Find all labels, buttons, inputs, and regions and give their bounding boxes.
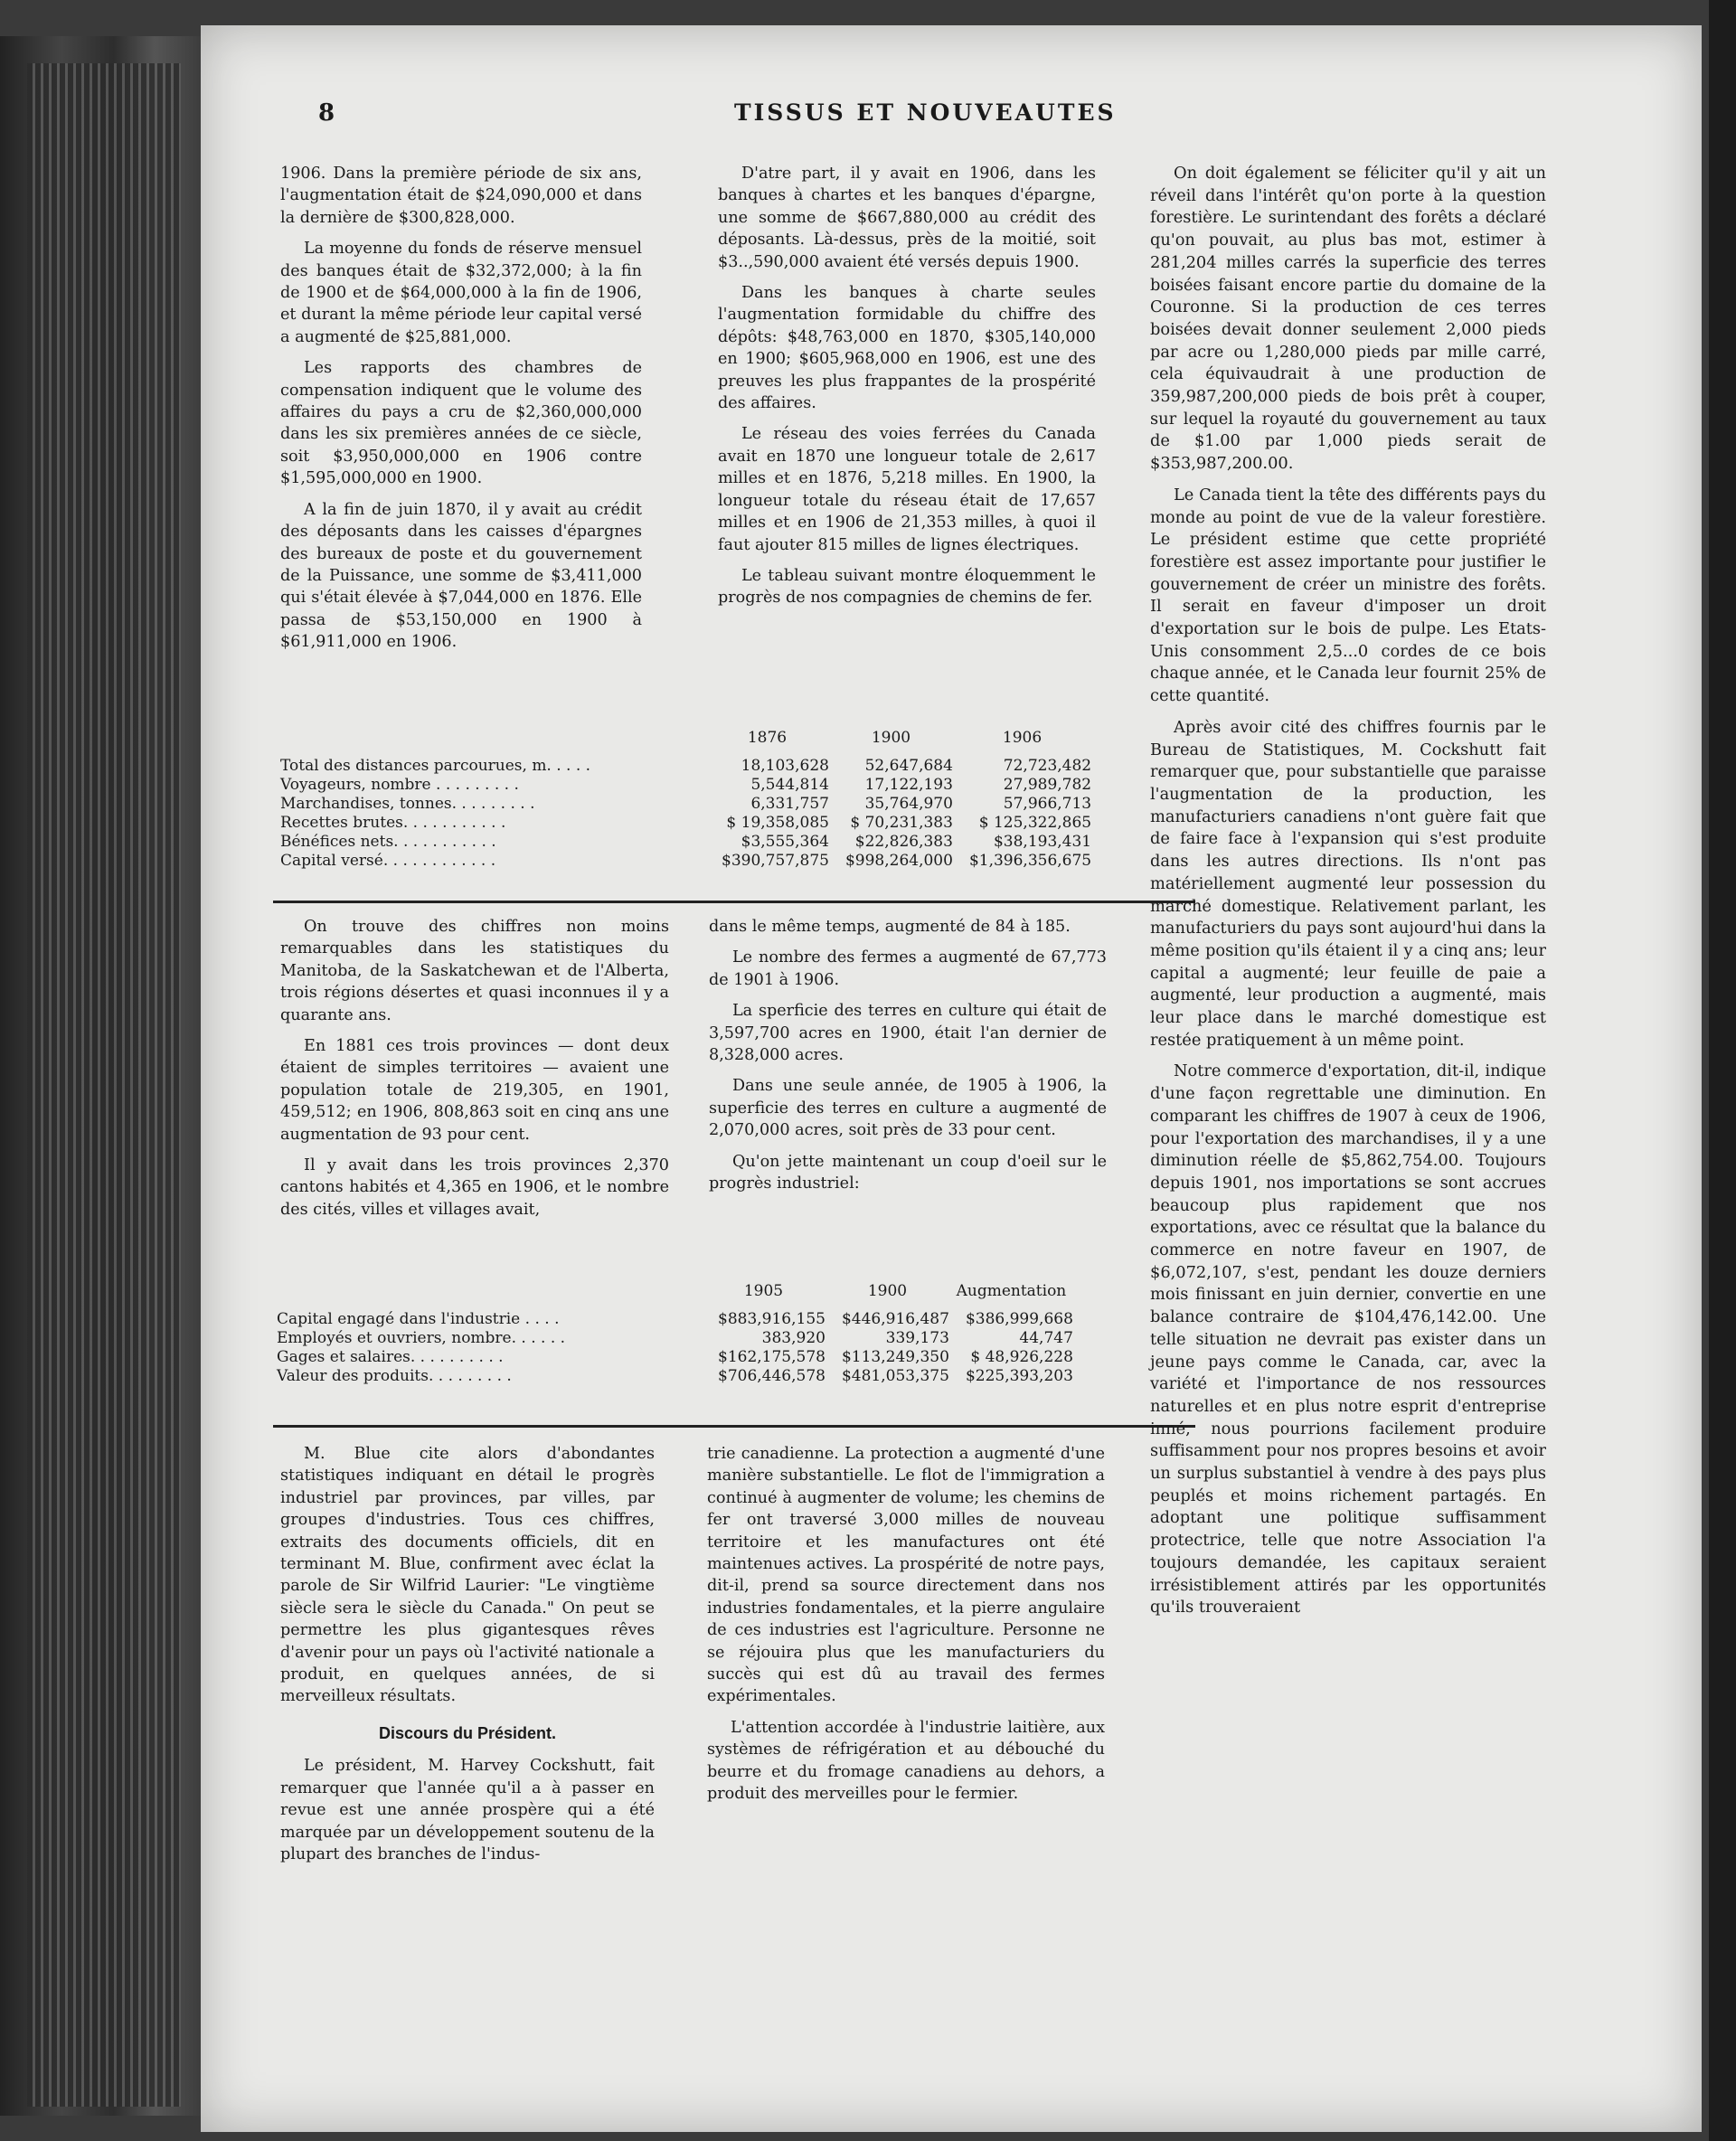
row-label: Voyageurs, nombre . . . . . . . . . (280, 776, 519, 794)
bottom-left-text (280, 1443, 655, 1874)
cell: 52,647,684 (864, 757, 953, 775)
cell: 5,544,814 (750, 776, 829, 794)
cell: $162,175,578 (718, 1348, 826, 1366)
row-label: Total des distances parcourues, m. . . . . (280, 757, 591, 775)
cell: $22,826,383 (854, 833, 953, 851)
table-header-row (277, 1282, 1073, 1301)
paragraph: Le réseau des voies ferrées du Canada avait en 1870 une longueur totale de 2,617 milles et en 1876, 5,218 milles. En 1900, la longueur totale du réseau était de 17,657 milles et en 1906 de 21,353 milles, à quoi il faut ajouter 815 milles de lignes électriques. (718, 425, 1096, 554)
cell: 57,966,713 (1003, 795, 1092, 813)
paragraph: Dans les banques à charte seules l'augmentation formidable du chiffre des dépôts: $48,763,000 en 1870, $305,140,000 en 1900; $605,968,000 en 1906, est une des preuves les plus frappantes de la prospérité des affaires. (718, 284, 1096, 413)
paragraph: La sperficie des terres en culture qui était de 3,597,700 acres en 1900, était l'an dernier de 8,328,000 acres. (709, 1002, 1107, 1065)
cell: $998,264,000 (844, 852, 953, 870)
paragraph: D'atre part, il y avait en 1906, dans les banques à chartes et les banques d'épargne, une somme de $667,880,000 au crédit des déposants. Là-dessus, près de la moitié, soit $3..,590,000 avaient été versés depuis 1900. (718, 165, 1096, 271)
paragraph: Notre commerce d'exportation, dit-il, indique d'une façon regrettable une diminution. En comparant les chiffres de 1907 à ceux de 1906, pour l'exportation des marchandises, il y a une diminution réelle de $5,862,754.00. Toujours depuis 1901, nos importations se sont accrues beaucoup plus rapidement que nos exportations, avec ce résultat que la balance du commerce en notre faveur en 1907, de $6,072,107, s'est, pendant les douze derniers mois finissant en juin dernier, convertie en une balance contraire de $104,476,142.00. Une telle situation ne devrait pas exister dans un jeune pays comme le Canada, car, avec la variété et l'importance de nos ressources naturelles et en plus notre esprit d'entreprise inné, nous pourrions facilement produire suffisamment pour nos propres besoins et avoir un surplus substantiel à vendre à des pays plus peuplés et moins richement partagés. En adoptant une politique suffisamment protectrice, telle que notre Association l'a toujours demandée, les capitaux seraient irrésistiblement attirés par les opportunités qu'ils trouveraient (1150, 1061, 1546, 1618)
cell: $706,446,578 (718, 1367, 826, 1385)
middle-right-text (709, 916, 1107, 1203)
column-header: 1900 (867, 1282, 908, 1300)
railway-table (280, 729, 1091, 871)
cell: 17,122,193 (864, 776, 953, 794)
row-label: Valeur des produits. . . . . . . . . (277, 1367, 512, 1385)
paragraph: Dans une seule année, de 1905 à 1906, la superficie des terres en culture a augmenté de 2,070,000 acres, soit près de 33 pour cent. (709, 1077, 1107, 1140)
bottom-middle-text (707, 1443, 1105, 1815)
column-header: 1876 (747, 729, 788, 747)
cell: $390,757,875 (722, 852, 829, 870)
table-row (280, 833, 1091, 852)
row-label: Bénéfices nets. . . . . . . . . . . (280, 833, 496, 851)
paragraph: Il y avait dans les trois provinces 2,370 cantons habités et 4,365 en 1906, et le nombre des cités, villes et villages avait, (280, 1156, 669, 1219)
right-edge (1709, 0, 1736, 2141)
section-heading: Discours du Président. (378, 1723, 557, 1742)
row-label: Marchandises, tonnes. . . . . . . . . (280, 795, 535, 813)
cell: 383,920 (761, 1329, 826, 1347)
paragraph: trie canadienne. La protection a augmenté d'une manière substantielle. Le flot de l'immigration a continué à augmenter de volume; les chemins de fer ont traversé 3,000 milles de nouveau territoire et les manufactures ont été maintenues actives. La prospérité de notre pays, dit-il, prend sa source directement dans nos industries fondamentales, et la pierre angulaire de ces industries est l'agriculture. Personne ne se réjouira plus que les manufacturiers du succès qui est dû au travail des fermes expérimentales. (707, 1445, 1105, 1706)
cell: $ 48,926,228 (970, 1348, 1073, 1366)
column-2-top (718, 163, 1096, 618)
row-label: Capital versé. . . . . . . . . . . . (280, 852, 496, 870)
paragraph: On doit également se féliciter qu'il y ait un réveil dans l'intérêt qu'on porte à la question forestière. Le surintendant des forêts a déclaré qu'on pouvait, au plus bas mot, estimer à 281,204 milles carrés la superficie des terres boisées faisant encore partie du domaine de la Couronne. Si la production de ces terres boisées devait donner seulement 2,000 pieds par acre ou 1,280,000 pieds par mille carré, cela équivaudrait à une production de 359,987,200,000 pieds de bois prêt à couper, sur lequel la royauté du gouvernement au taux de $1.00 par 1,000 pieds serait de $353,987,200.00. (1150, 164, 1546, 474)
cell: 72,723,482 (1003, 757, 1092, 775)
cell: 35,764,970 (864, 795, 953, 813)
paragraph: Le tableau suivant montre éloquemment le progrès de nos compagnies de chemins de fer. (718, 566, 1096, 608)
middle-left-text (280, 916, 669, 1230)
table-row (277, 1329, 1073, 1348)
cell: 6,331,757 (750, 795, 829, 813)
table-row (277, 1367, 1073, 1386)
cell: $3,555,364 (741, 833, 829, 851)
paragraph: La moyenne du fonds de réserve mensuel des banques était de $32,372,000; à la fin de 1900 et de $64,000,000 à la fin de 1906, et durant la même période leur capital versé a augmenté de $25,881,000. (280, 240, 642, 346)
paragraph: On trouve des chiffres non moins remarquables dans les statistiques du Manitoba, de la Saskatchewan et de l'Alberta, trois régions désertes et quasi inconnues il y a quarante ans. (280, 918, 669, 1024)
table-row (280, 776, 1091, 795)
paragraph: Le nombre des fermes a augmenté de 67,773 de 1901 à 1906. (709, 948, 1107, 989)
table-row (280, 757, 1091, 776)
cell: $1,396,356,675 (968, 852, 1092, 870)
column-header: 1900 (871, 729, 911, 747)
cell: $ 70,231,383 (850, 814, 953, 832)
paragraph: L'attention accordée à l'industrie laitière, aux systèmes de réfrigération et au débouché du beurre et du fromage canadiens au dehors, a produit des merveilles pour le fermier. (707, 1718, 1105, 1804)
cell: $446,916,487 (841, 1310, 949, 1328)
row-label: Employés et ouvriers, nombre. . . . . . (277, 1329, 566, 1347)
table-row (280, 795, 1091, 814)
cell: 27,989,782 (1003, 776, 1092, 794)
table-header-row (280, 729, 1091, 748)
row-label: Gages et salaires. . . . . . . . . . (277, 1348, 504, 1366)
cell: $481,053,375 (841, 1367, 949, 1385)
cell: 44,747 (1019, 1329, 1073, 1347)
column-header: 1906 (1002, 729, 1043, 747)
paragraph: Le Canada tient la tête des différents pays du monde au point de vue de la valeur forestière. Le président estime que cette propriété forestière est assez importante pour justifier le gouvernement de créer un ministre des forêts. Il serait en faveur d'imposer un droit d'exportation sur le bois de pulpe. Les Etats-Unis consomment 2,5...0 cordes de ce bois chaque année, et le Canada leur fournit 25% de cette quantité. (1150, 485, 1546, 706)
paragraph: Les rapports des chambres de compensation indiquent que le volume des affaires du pays a cru de $2,360,000,000 dans les six premières années de ce siècle, soit $3,950,000,000 en 1906 contre $1,595,000,000 en 1900. (280, 359, 642, 488)
row-label: Capital engagé dans l'industrie . . . . (277, 1310, 560, 1328)
cell: $ 19,358,085 (726, 814, 829, 832)
cell: $ 125,322,865 (978, 814, 1092, 832)
cell: $38,193,431 (993, 833, 1092, 851)
cell: $386,999,668 (965, 1310, 1073, 1328)
paragraph: Le président, M. Harvey Cockshutt, fait remarquer que l'année qu'il a à passer en revue est une année prospère qui a été marquée par un développement soutenu de la plupart des branches de l'indus- (280, 1757, 655, 1863)
column-header: Augmentation (956, 1282, 1067, 1300)
divider-rule (273, 1425, 1195, 1428)
table-row (277, 1310, 1073, 1329)
table-row (277, 1348, 1073, 1367)
paragraph: 1906. Dans la première période de six ans, l'augmentation était de $24,090,000 et dans la dernière de $300,828,000. (280, 165, 642, 227)
paragraph: Qu'on jette maintenant un coup d'oeil sur le progrès industriel: (709, 1152, 1107, 1193)
column-header: 1905 (743, 1282, 784, 1300)
column-1-top (280, 163, 642, 663)
page-number: 8 (318, 99, 335, 127)
cell: 18,103,628 (741, 757, 829, 775)
paragraph: Après avoir cité des chiffres fournis par le Bureau de Statistiques, M. Cockshutt fait remarquer que, pour substantielle que paraisse l'augmentation de la production, les manufacturiers canadiens n'ont guère fait que de faire face à l'expansion qui s'est produite dans les autres directions. Ils n'ont pas matériellement augmenté leur possession du marché domestique. Relativement parlant, les manufacturiers du pays sont aujourd'hui dans la même position qu'ils étaient il y a cinq ans; leur capital a augmenté; leur feuille de paie a augmenté, leur production a augmenté, mais leur place dans le marché domestique est restée pratiquement à un même point. (1150, 717, 1546, 1050)
document-page (201, 25, 1702, 2132)
industry-table (277, 1282, 1073, 1386)
cell: 339,173 (885, 1329, 949, 1347)
cell: $225,393,203 (965, 1367, 1073, 1385)
paragraph: A la fin de juin 1870, il y avait au crédit des déposants dans les caisses d'épargnes des bureaux de poste et du gouvernement de la Puissance, une somme de $3,411,000 qui s'était élevée à $7,044,000 en 1876. Elle passa de $53,150,000 en 1900 à $61,911,000 en 1906. (280, 500, 642, 652)
table-row (280, 852, 1091, 871)
page-edges (27, 63, 181, 2107)
running-title: TISSUS ET NOUVEAUTES (734, 99, 1117, 126)
cell: $113,249,350 (841, 1348, 949, 1366)
paragraph: M. Blue cite alors d'abondantes statistiques indiquant en détail le progrès industriel par provinces, par villes, par groupes d'industries. Tous ces chiffres, extraits des documents officiels, dit en terminant M. Blue, confirment avec éclat la parole de Sir Wilfrid Laurier: "Le vingtième siècle sera le siècle du Canada." On peut se permettre les plus gigantesques rêves d'avenir pour un pays où l'activité nationale a produit, en quelques années, de si merveilleux résultats. (280, 1445, 655, 1706)
paragraph: dans le même temps, augmenté de 84 à 185. (709, 918, 1071, 936)
row-label: Recettes brutes. . . . . . . . . . . (280, 814, 506, 832)
divider-rule (273, 901, 1195, 903)
table-row (280, 814, 1091, 833)
paragraph: En 1881 ces trois provinces — dont deux étaient de simples territoires — avaient une population totale de 219,305, en 1901, 459,512; en 1906, 808,863 soit en cinq ans une augmentation de 93 pour cent. (280, 1037, 669, 1144)
cell: $883,916,155 (718, 1310, 826, 1328)
column-3 (1150, 163, 1546, 1628)
